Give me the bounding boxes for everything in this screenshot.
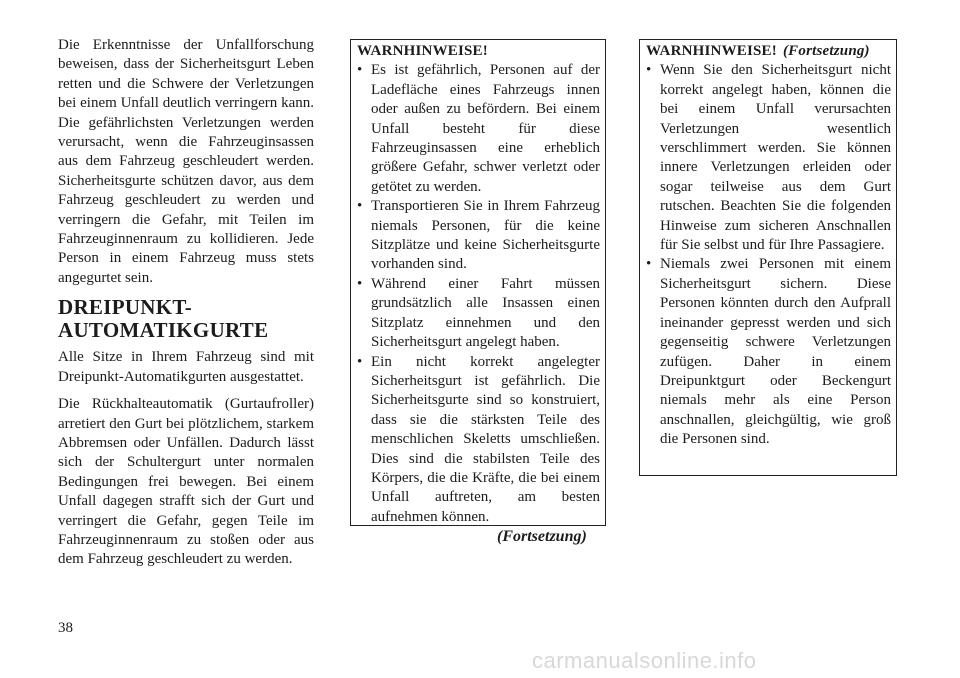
warning-title-suffix: (Fortsetzung) bbox=[782, 43, 870, 59]
warning-list-1 bbox=[357, 61, 600, 527]
warning-title-text: WARNHINWEISE! bbox=[357, 43, 488, 59]
warning-item bbox=[357, 61, 600, 197]
bullet-icon: • bbox=[646, 256, 652, 273]
warning-item bbox=[357, 197, 600, 275]
warning-item bbox=[646, 255, 891, 449]
watermark: carmanualsonline.info bbox=[532, 648, 757, 673]
page-number: 38 bbox=[58, 620, 73, 636]
bullet-icon: • bbox=[357, 353, 363, 370]
warning-item-text: Niemals zwei Personen mit einem Sicherheitsgurt sichern. Diese Personen könnten durch den Aufprall ineinander gepresst werden und sich gegenseitig schwere Verletzungen zufügen. Daher in einem Dreipunktgurt oder Beckengurt niemals mehr als eine Person anschnallen, gleichgültig, wie groß die Personen sind. bbox=[660, 256, 891, 448]
warning-box-1-title bbox=[357, 42, 600, 61]
retractor-paragraph: Die Rückhalteautomatik (Gurtaufroller) arretiert den Gurt bei plötzlichem, starkem Abbremsen oder Unfällen. Dadurch lässt sich der Schultergurt unter normalen Bedingungen frei bewegen. Bei einem Unfall dagegen strafft sich der Gurt und verringert die Gefahr, gegen Teile im Fahrzeuginnenraum zu stoßen oder aus dem Fahrzeug geschleudert zu werden. bbox=[58, 396, 314, 568]
warning-item-text: Wenn Sie den Sicherheitsgurt nicht korrekt angelegt haben, können die bei einem Unfall verursachten Verletzungen wesentlich verschlimmert werden. Sie können innere Verletzungen erleiden oder sogar teilweise aus dem Gurt rutschen. Beachten Sie die folgenden Hinweise zum sicheren Anschnallen für Sie selbst und für Ihre Passagiere. bbox=[660, 62, 891, 254]
warning-item-text: Es ist gefährlich, Personen auf der Ladefläche eines Fahrzeugs innen oder außen zu befördern. Bei einem Unfall besteht für diese Fahrzeuginsassen eine erheblich größere Gefahr, schwer verletzt oder getötet zu werden. bbox=[371, 62, 600, 195]
seats-paragraph: Alle Sitze in Ihrem Fahrzeug sind mit Dreipunkt-Automatikgurten ausgestattet. bbox=[58, 349, 314, 385]
intro-paragraph: Die Erkenntnisse der Unfallforschung beweisen, dass der Sicherheitsgurt Leben retten und die Schwere der Verletzungen bei einem Unfall deutlich verringern kann. Die gefährlichsten Verletzungen werden verursacht, wenn die Fahrzeuginsassen aus dem Fahrzeug geschleudert werden. Sicherheitsgurte schützen davor, aus dem Fahrzeug geschleudert zu werden und verringern die Gefahr, mit Teilen im Fahrzeuginnenraum zu kollidieren. Jede Person in einem Fahrzeug muss stets angegurtet sein. bbox=[58, 37, 314, 286]
warning-box-2 bbox=[639, 39, 897, 476]
warning-box-1 bbox=[350, 39, 606, 526]
section-heading-line2: AUTOMATIKGURTE bbox=[58, 318, 269, 343]
bullet-icon: • bbox=[646, 62, 652, 79]
warning-item-text: Während einer Fahrt müssen grundsätzlich alle Insassen einen Sitzplatz einnehmen und den Sicherheitsgurt angelegt haben. bbox=[371, 275, 600, 351]
section-heading-line1: DREIPUNKT- bbox=[58, 295, 193, 320]
bullet-icon: • bbox=[357, 198, 363, 215]
warning-title-text: WARNHINWEISE! bbox=[646, 43, 777, 59]
warning-box-2-title bbox=[646, 42, 891, 61]
bullet-icon: • bbox=[357, 62, 363, 79]
bullet-icon: • bbox=[357, 275, 363, 292]
warning-item bbox=[357, 275, 600, 353]
section-heading bbox=[58, 296, 314, 342]
warning-item bbox=[357, 353, 600, 528]
warning-item-text: Ein nicht korrekt angelegter Sicherheitsgurt ist gefährlich. Die Sicherheitsgurte sind so konstruiert, dass sie die stärksten Teile des menschlichen Skeletts umschließen. Dies sind die stabilsten Teile des Körpers, die die Kräfte, die bei einem Unfall auftreten, am besten aufnehmen können. bbox=[371, 353, 600, 525]
continued-label: (Fortsetzung) bbox=[497, 528, 587, 545]
warning-item bbox=[646, 61, 891, 255]
left-column bbox=[58, 36, 314, 578]
warning-list-2 bbox=[646, 61, 891, 449]
warning-item-text: Transportieren Sie in Ihrem Fahrzeug niemals Personen, für die keine Sitzplätze und keine Sicherheitsgurte vorhanden sind. bbox=[371, 198, 600, 273]
